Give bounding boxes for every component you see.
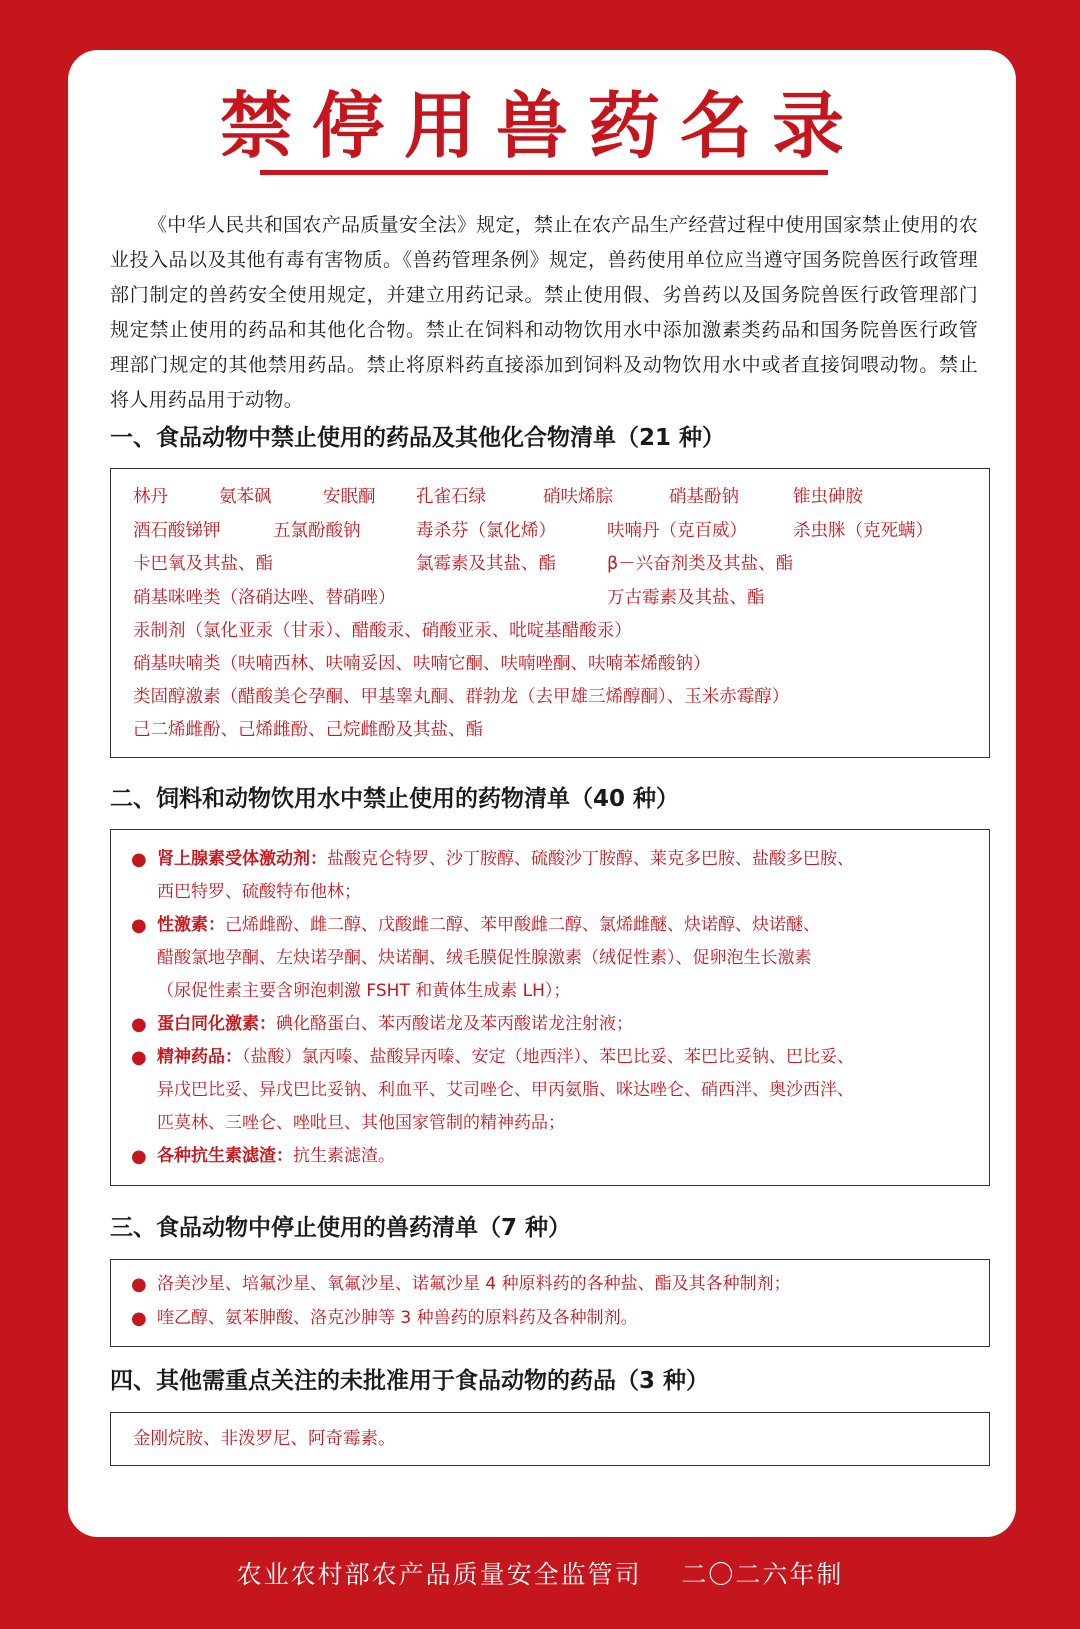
list-item: 孔雀石绿 [416, 487, 486, 507]
bullet-icon: ● [131, 1047, 147, 1068]
list-item: β－兴奋剂类及其盐、酯 [607, 554, 794, 574]
list-item: 卡巴氧及其盐、酯 [133, 554, 273, 574]
bullet-icon: ● [131, 915, 147, 936]
list-item: 硝基咪唑类（洛硝达唑、替硝唑） [133, 588, 396, 608]
section3-box [110, 1259, 990, 1347]
list-item: 五氯酚酸钠 [273, 521, 361, 541]
list-item: 锥虫砷胺 [793, 487, 863, 507]
list-item: 汞制剂（氯化亚汞（甘汞）、醋酸汞、硝酸亚汞、吡啶基醋酸汞） [133, 621, 632, 641]
list-item: 呋喃丹（克百威） [607, 521, 747, 541]
poster-card [68, 50, 1016, 1537]
bullet-icon: ● [131, 1014, 147, 1035]
list-item: ● 喹乙醇、氨苯胂酸、洛克沙胂等 3 种兽药的原料药及各种制剂。 [131, 1302, 957, 1335]
list-item: 硝基酚钠 [669, 487, 739, 507]
list-item: 硝基呋喃类（呋喃西林、呋喃妥因、呋喃它酮、呋喃唑酮、呋喃苯烯酸钠） [133, 654, 711, 674]
list-item: 硝呋烯腙 [543, 487, 613, 507]
list-item: 类固醇激素（醋酸美仑孕酮、甲基睾丸酮、群勃龙（去甲雄三烯醇酮）、玉米赤霉醇） [133, 687, 790, 707]
bullet-icon: ● [131, 1308, 147, 1329]
list-item: ● 精神药品：（盐酸）氯丙嗪、盐酸异丙嗪、安定（地西泮）、苯巴比妥、苯巴比妥钠、巴比妥、 异戊巴比妥、异戊巴比妥钠、利血平、艾司唑仑、甲丙氨脂、咪达唑仑、硝西泮、奥沙西泮、 匹莫林、三唑仑、唑吡旦、其他国家管制的精神药品； [131, 1041, 957, 1140]
list-item: 酒石酸锑钾 [133, 521, 221, 541]
list-item: 氯霉素及其盐、酯 [416, 554, 556, 574]
list-item: 己二烯雌酚、己烯雌酚、己烷雌酚及其盐、酯 [133, 720, 483, 740]
list-item: ● 蛋白同化激素：碘化酪蛋白、苯丙酸诺龙及苯丙酸诺龙注射液； [131, 1008, 957, 1041]
section1-heading: 一、食品动物中禁止使用的药品及其他化合物清单（21 种） [110, 425, 726, 451]
list-item: 氨苯砜 [219, 487, 272, 507]
section4-heading: 四、其他需重点关注的未批准用于食品动物的药品（3 种） [110, 1368, 710, 1394]
list-item: ● 性激素：己烯雌酚、雌二醇、戊酸雌二醇、苯甲酸雌二醇、氯烯雌醚、炔诺醇、炔诺醚、 醋酸氯地孕酮、左炔诺孕酮、炔诺酮、绒毛膜促性腺激素（绒促性素）、促卵泡生长激素 （尿促性素主要含卵泡刺激 FSHT 和黄体生成素 LH）； [131, 909, 957, 1008]
list-item: ● 洛美沙星、培氟沙星、氧氟沙星、诺氟沙星 4 种原料药的各种盐、酯及其各种制剂； [131, 1268, 957, 1301]
intro-paragraph: 《中华人民共和国农产品质量安全法》规定，禁止在农产品生产经营过程中使用国家禁止使用的农业投入品以及其他有毒有害物质。《兽药管理条例》规定，兽药使用单位应当遵守国务院兽医行政管理部门制定的兽药安全使用规定，并建立用药记录。禁止使用假、劣兽药以及国务院兽医行政管理部门规定禁止使用的药品和其他化合物。禁止在饲料和动物饮用水中添加激素类药品和国务院兽医行政管理部门规定的其他禁用药品。禁止将原料药直接添加到饲料及动物饮用水中或者直接饲喂动物。禁止将人用药品用于动物。 [110, 214, 978, 411]
list-item: ● 各种抗生素滤渣：抗生素滤渣。 [131, 1140, 957, 1173]
list-item: 万古霉素及其盐、酯 [607, 588, 765, 608]
list-item: ● 肾上腺素受体激动剂：盐酸克仑特罗、沙丁胺醇、硫酸沙丁胺醇、莱克多巴胺、盐酸多巴胺、 西巴特罗、硫酸特布他林； [131, 843, 957, 909]
list-item: 林丹 [133, 487, 168, 507]
section2-heading: 二、饲料和动物饮用水中禁止使用的药物清单（40 种） [110, 786, 680, 812]
section2-box [110, 829, 990, 1186]
bullet-icon: ● [131, 1146, 147, 1167]
section1-box [110, 468, 990, 758]
list-item: 金刚烷胺、非泼罗尼、阿奇霉素。 [133, 1429, 396, 1449]
bullet-icon: ● [131, 1274, 147, 1295]
page-title: 禁停用兽药名录 [219, 83, 864, 168]
list-item: 杀虫脒（克死螨） [793, 521, 933, 541]
section3-heading: 三、食品动物中停止使用的兽药清单（7 种） [110, 1215, 572, 1241]
list-item: 毒杀芬（氯化烯） [416, 521, 556, 541]
title-underline [260, 170, 828, 175]
list-item: 安眠酮 [323, 487, 376, 507]
bullet-icon: ● [131, 849, 147, 870]
section4-box [110, 1412, 990, 1466]
footer-issuer: 农业农村部农产品质量安全监管司 二〇二六年制 [236, 1560, 844, 1589]
